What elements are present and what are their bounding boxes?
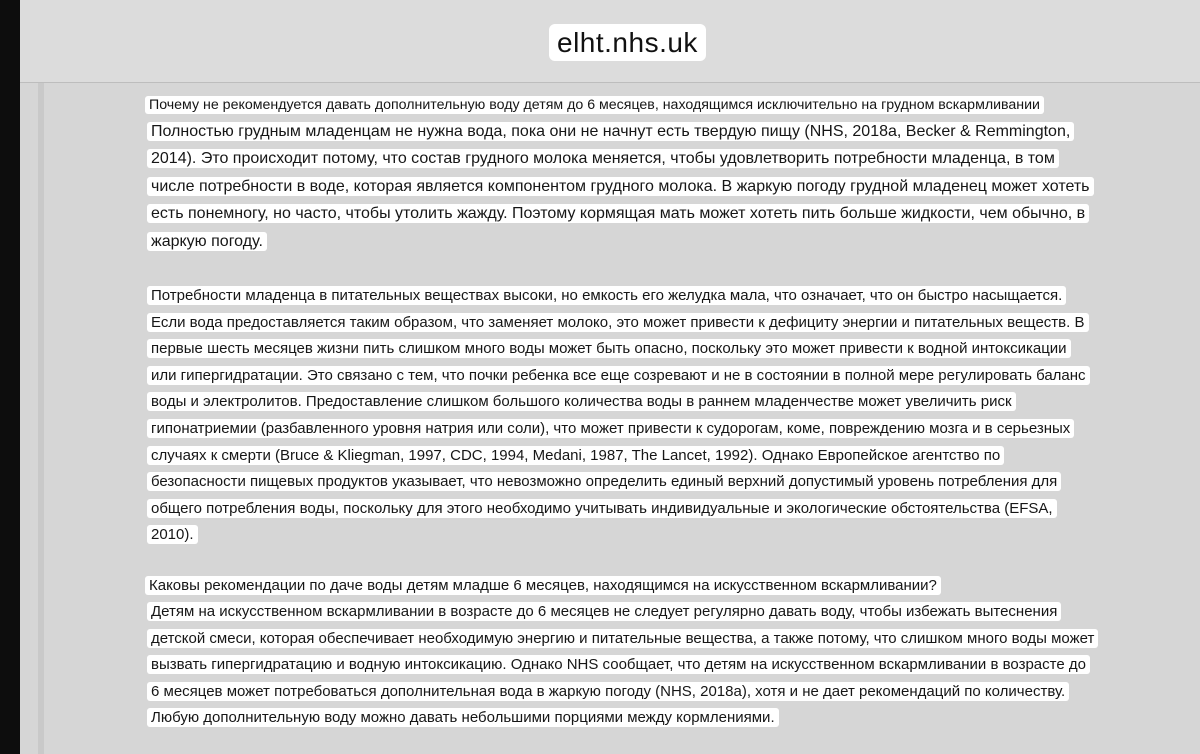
section-paragraph: Детям на искусственном вскармливании в возрасте до 6 месяцев не следует регулярно давать воду, чтобы избежать вытеснения детской смеси, которая обеспечивает необходимую энергию и питательные вещества, а также потому, что слишком много воды может вызвать гипергидратацию и водную интоксикацию. Однако NHS сообщает, что детям на искусственном вскармливании в возрасте до 6 месяцев может потребоваться дополнительная вода в жаркую погоду (NHS, 2018a), хотя и не дает рекомендаций по количеству. Любую дополнительную воду можно давать небольшими порциями между кормлениями.: [147, 599, 1095, 732]
section-breastfed: [145, 96, 1095, 255]
section-paragraph: Полностью грудным младенцам не нужна вода, пока они не начнут есть твердую пищу (NHS, 2018a, Becker & Remmington, 2014). Это происходит потому, что состав грудного молока меняется, чтобы удовлетворить потребности младенца, в том числе потребности в воде, которая является компонентом грудного молока. В жаркую погоду грудной младенец может хотеть есть понемногу, но часто, чтобы утолить жажду. Поэтому кормящая мать может хотеть пить больше жидкости, чем обычно, в жаркую погоду.: [147, 118, 1095, 255]
url-label[interactable]: elht.nhs.uk: [549, 24, 706, 61]
section-formula-fed: [145, 577, 1095, 732]
left-screen-edge: [0, 0, 20, 754]
browser-address-bar: [20, 0, 1200, 83]
section-paragraph: Потребности младенца в питательных веществах высоки, но емкость его желудка мала, что означает, что он быстро насыщается. Если вода предоставляется таким образом, что заменяет молоко, это может привести к дефициту энергии и питательных веществ. В первые шесть месяцев жизни пить слишком много воды может быть опасно, поскольку это может привести к водной интоксикации или гипергидратации. Это связано с тем, что почки ребенка все еще созревают и не в состоянии в полной мере регулировать баланс воды и электролитов. Предоставление слишком большого количества воды в раннем младенчестве может увеличить риск гипонатриемии (разбавленного уровня натрия или соли), что может привести к судорогам, коме, повреждению мозга и в серьезных случаях к смерти (Bruce & Kliegman, 1997, CDC, 1994, Medani, 1987, The Lancet, 1992). Однако Европейское агентство по безопасности пищевых продуктов указывает, что невозможно определить единый верхний допустимый уровень потребления для общего потребления воды, поскольку для этого необходимо учитывать индивидуальные и экологические обстоятельства (EFSA, 2010).: [147, 283, 1095, 549]
article-content: [145, 96, 1095, 732]
section-gap: [145, 255, 1095, 283]
section-heading: Почему не рекомендуется давать дополнительную воду детям до 6 месяцев, находящимся исключительно на грудном вскармливании: [145, 96, 1095, 114]
section-gap: [145, 549, 1095, 577]
page-scroll-edge: [38, 83, 44, 754]
section-nutrition: [145, 283, 1095, 549]
section-heading: Каковы рекомендации по даче воды детям младше 6 месяцев, находящимся на искусственном вскармливании?: [145, 577, 1095, 595]
